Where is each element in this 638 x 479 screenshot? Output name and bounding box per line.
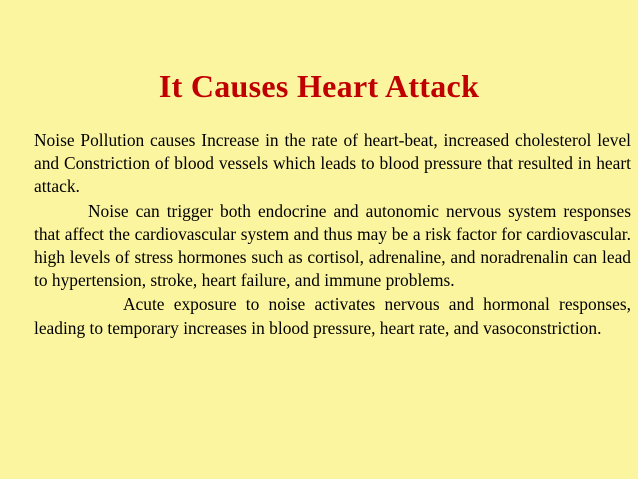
paragraph-2: Noise can trigger both endocrine and autonomic nervous system responses that affect the cardiovascular system and thus may be a risk factor for cardiovascular. high levels of stress hormones such as cortisol, adrenaline, and noradrenalin can lead to hypertension, stroke, heart failure, and immune problems. [34,200,631,291]
slide-body [34,129,631,341]
paragraph-1: Noise Pollution causes Increase in the rate of heart-beat, increased cholesterol level and Constriction of blood vessels which leads to blood pressure that resulted in heart attack. [34,130,631,197]
paragraph-3: Acute exposure to noise activates nervous and hormonal responses, leading to temporary increases in blood pressure, heart rate, and vasoconstriction. [34,294,631,338]
slide-title: It Causes Heart Attack [158,68,480,104]
